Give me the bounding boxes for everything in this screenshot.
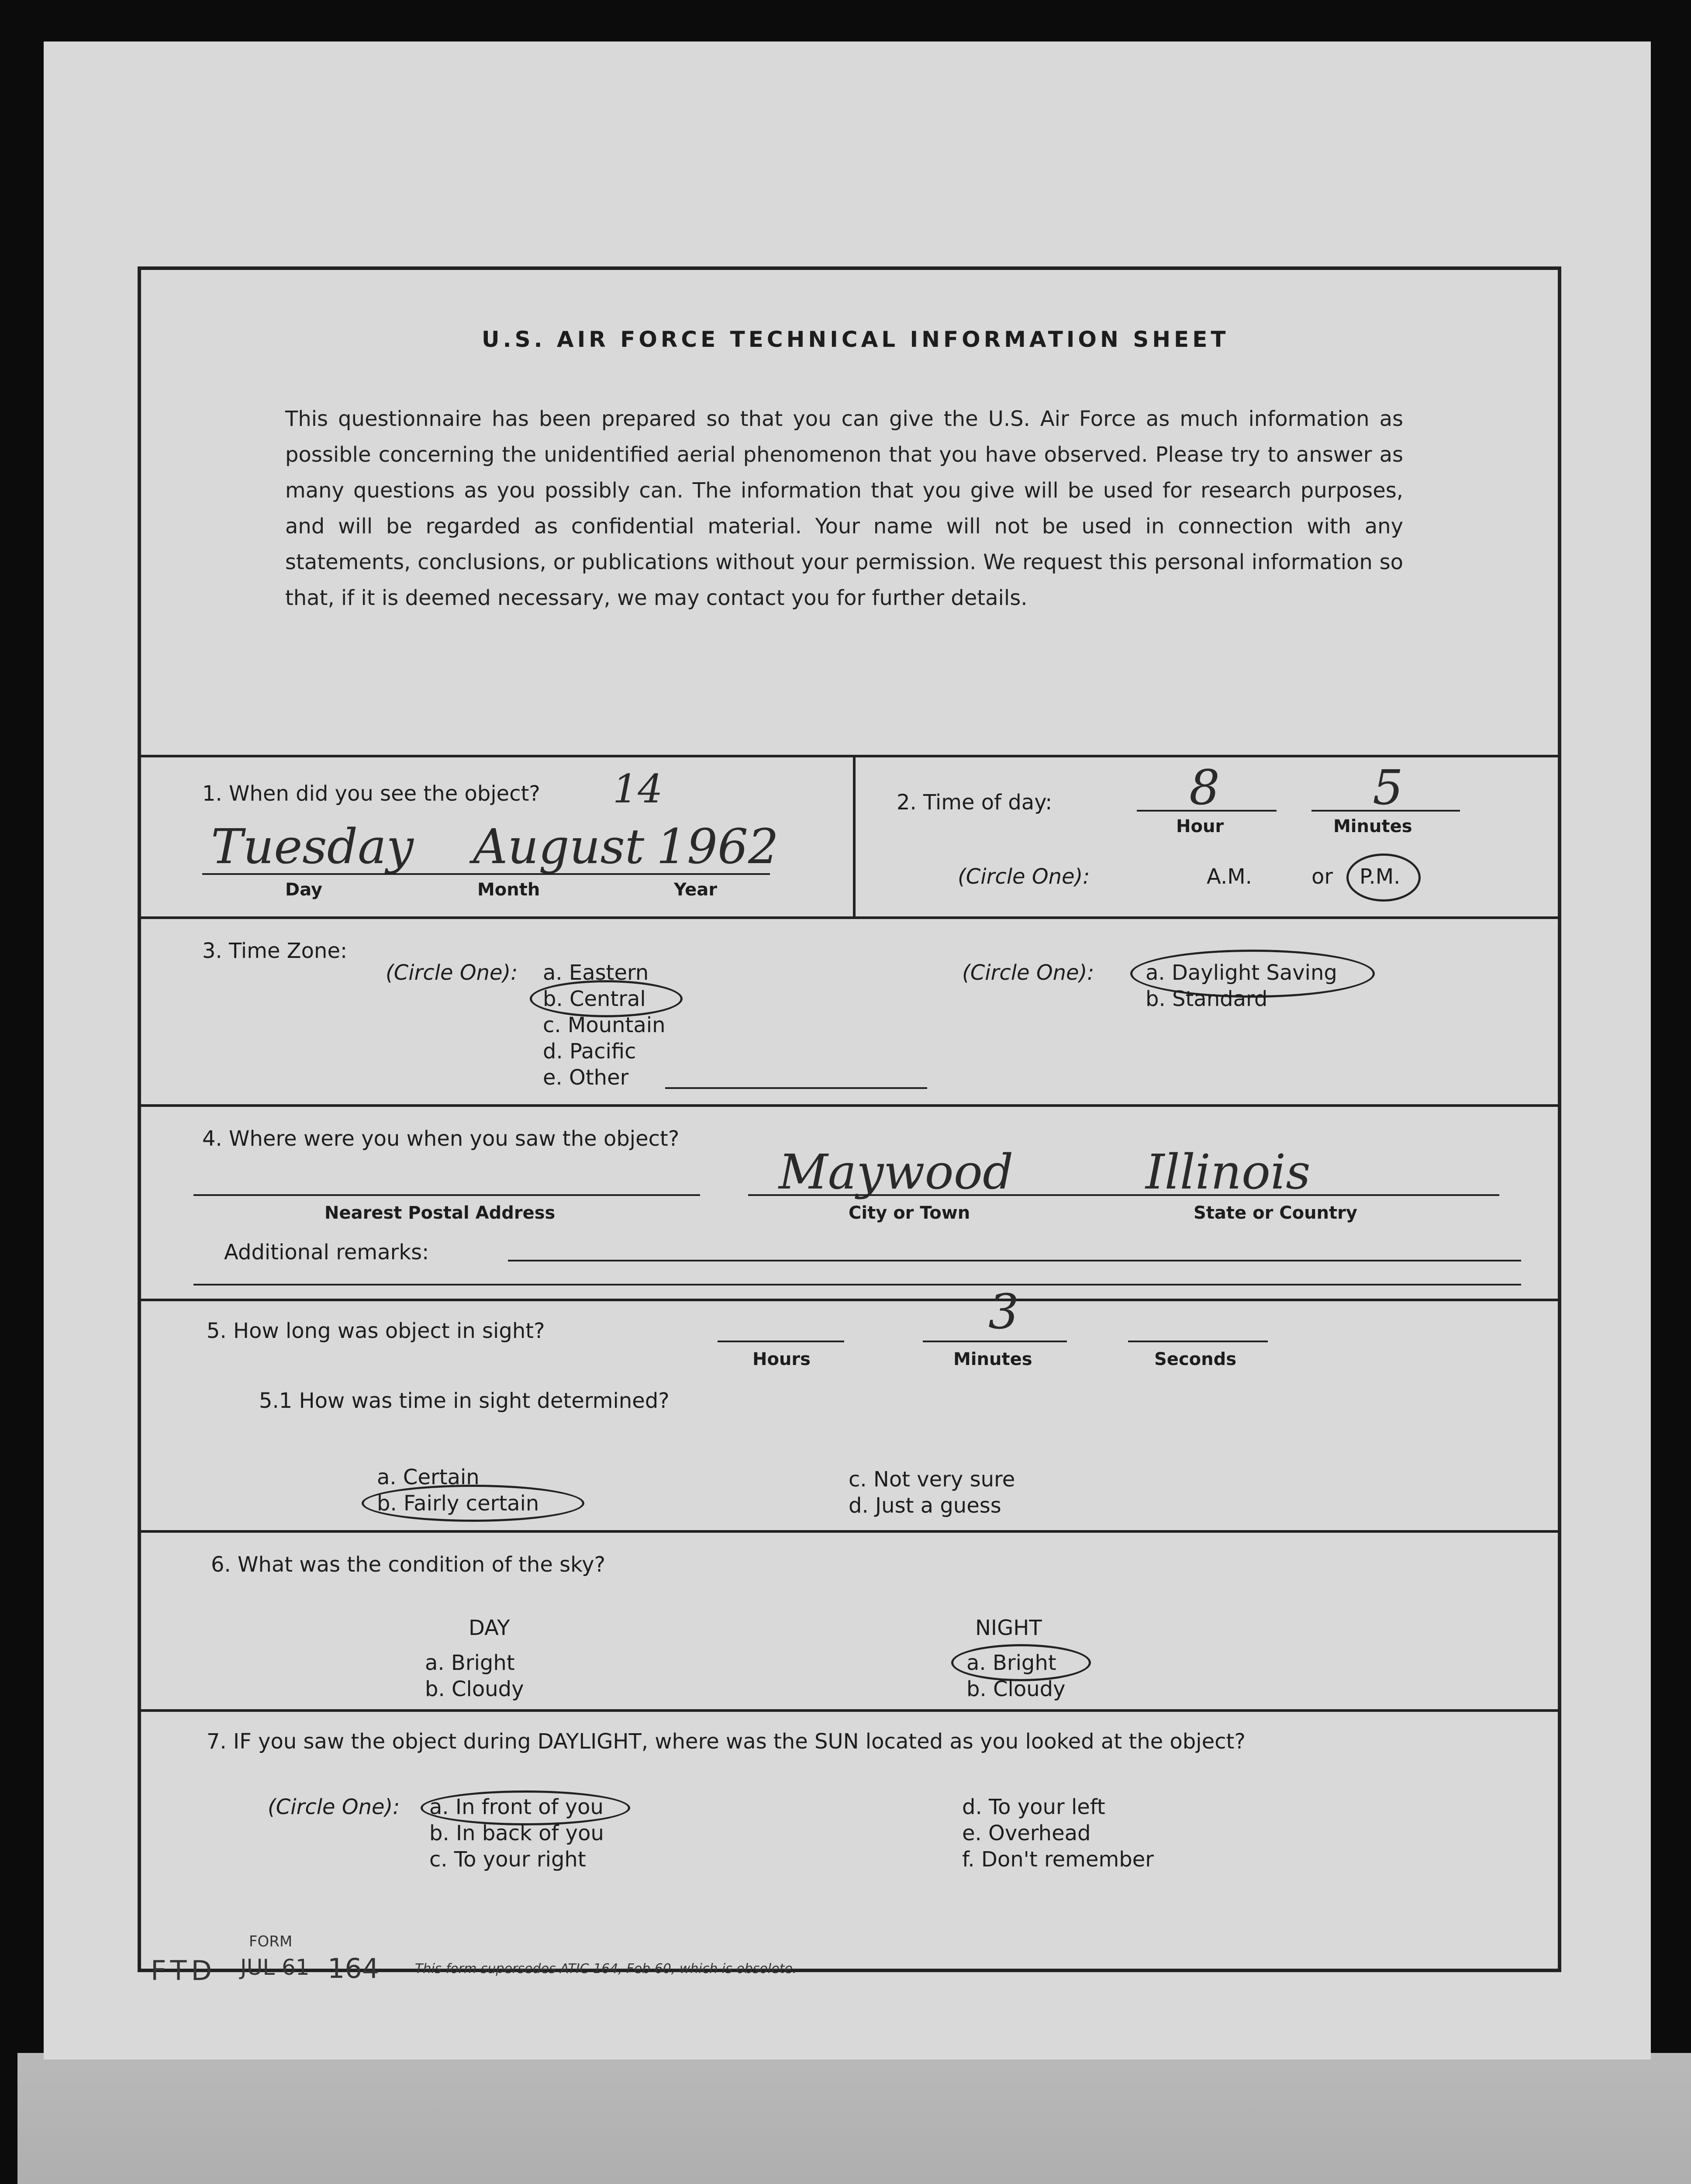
q4-question: 4. Where were you when you saw the object? xyxy=(202,1127,680,1151)
q4-state-label: State or Country xyxy=(1194,1203,1357,1223)
q6-night-option-b[interactable]: b. Cloudy xyxy=(966,1677,1066,1701)
q3-zone-circle-mark xyxy=(530,980,683,1017)
q4-remarks-line-2[interactable] xyxy=(193,1284,1521,1286)
q7-option-c[interactable]: c. To your right xyxy=(429,1847,586,1872)
q2-answer-hour: 8 xyxy=(1189,760,1220,816)
q3-question: 3. Time Zone: xyxy=(202,939,348,963)
q2-pm[interactable]: P.M. xyxy=(1360,864,1401,889)
q7-option-d[interactable]: d. To your left xyxy=(962,1795,1105,1819)
q7-option-f[interactable]: f. Don't remember xyxy=(962,1847,1154,1872)
q1-answer-line xyxy=(202,873,770,875)
q2-hour-line xyxy=(1137,810,1277,812)
q1-answer-day: Tuesday xyxy=(211,819,414,874)
q5-minutes-line xyxy=(923,1341,1067,1342)
q2-circle-one: (Circle One): xyxy=(958,864,1090,889)
q3-circle-one-2: (Circle One): xyxy=(962,961,1094,985)
q5-hours-line xyxy=(718,1341,844,1342)
q5-seconds-label: Seconds xyxy=(1154,1349,1237,1369)
q6-day-heading: DAY xyxy=(469,1616,510,1640)
q2-or: or xyxy=(1311,864,1333,889)
q1-answer-month: August xyxy=(473,819,645,874)
footer-supersedes: This form supersedes ATIC 164, Feb 60, which is obsolete. xyxy=(415,1961,797,1977)
q1-answer-year: 1962 xyxy=(656,819,779,874)
q5-option-c[interactable]: c. Not very sure xyxy=(849,1467,1015,1492)
q7-question: 7. IF you saw the object during DAYLIGHT, where was the SUN located as you looked at the object? xyxy=(207,1729,1246,1754)
q4-answer-city: Maywood xyxy=(779,1144,1014,1200)
q2-question: 2. Time of day: xyxy=(897,790,1053,815)
q3-zone-b[interactable]: b. Central xyxy=(543,987,646,1011)
q1-answer-date: 14 xyxy=(613,766,663,812)
q3-circle-one: (Circle One): xyxy=(386,961,518,985)
q2-answer-minutes: 5 xyxy=(1373,760,1403,816)
q7-option-a[interactable]: a. In front of you xyxy=(429,1795,604,1819)
q5-option-a[interactable]: a. Certain xyxy=(377,1465,480,1489)
form-page xyxy=(44,41,1651,2060)
q3-zone-a[interactable]: a. Eastern xyxy=(543,961,649,985)
q1-month-label: Month xyxy=(477,880,540,900)
q5-question: 5. How long was object in sight? xyxy=(207,1319,545,1343)
q4-city-state-line xyxy=(748,1194,1499,1196)
q3-zone-e[interactable]: e. Other xyxy=(543,1065,629,1090)
q7-option-b[interactable]: b. In back of you xyxy=(429,1821,604,1845)
q4-address-label: Nearest Postal Address xyxy=(324,1203,556,1223)
q1-year-label: Year xyxy=(674,880,718,900)
q5-hours-label: Hours xyxy=(752,1349,811,1369)
q3-saving-a[interactable]: a. Daylight Saving xyxy=(1146,961,1337,985)
q6-night-heading: NIGHT xyxy=(975,1616,1042,1640)
q4-address-line xyxy=(193,1194,700,1196)
footer-form-number: 164 xyxy=(328,1952,380,1984)
q4-answer-state: Illinois xyxy=(1146,1144,1311,1200)
section-date-time xyxy=(141,755,1558,919)
footer-form-label: FORM xyxy=(249,1933,293,1950)
q4-city-label: City or Town xyxy=(849,1203,970,1223)
q2-hour-label: Hour xyxy=(1176,816,1224,836)
q2-minutes-label: Minutes xyxy=(1333,816,1412,836)
q3-zone-d[interactable]: d. Pacific xyxy=(543,1039,636,1064)
q3-zone-c[interactable]: c. Mountain xyxy=(543,1013,666,1037)
footer-ftd: FTD xyxy=(151,1955,217,1987)
section-time-zone xyxy=(141,916,1558,1107)
q4-remarks-label: Additional remarks: xyxy=(224,1240,429,1265)
q5-answer-minutes: 3 xyxy=(988,1284,1019,1340)
q7-circle-one: (Circle One): xyxy=(268,1795,400,1819)
q5-sub-question: 5.1 How was time in sight determined? xyxy=(259,1389,669,1413)
section-duration xyxy=(141,1284,1558,1533)
q4-remarks-line[interactable] xyxy=(508,1260,1521,1261)
q6-circle-mark xyxy=(951,1644,1091,1681)
q7-circle-mark xyxy=(421,1790,630,1825)
divider xyxy=(853,757,856,919)
q2-minutes-line xyxy=(1311,810,1460,812)
q5-circle-mark xyxy=(362,1485,584,1522)
q2-pm-circle-mark xyxy=(1346,854,1421,902)
q6-day-option-b[interactable]: b. Cloudy xyxy=(425,1677,524,1701)
q3-saving-b[interactable]: b. Standard xyxy=(1146,987,1268,1011)
q6-question: 6. What was the condition of the sky? xyxy=(211,1552,606,1577)
q6-day-option-a[interactable]: a. Bright xyxy=(425,1651,515,1675)
q2-am[interactable]: A.M. xyxy=(1207,864,1252,889)
scan-background xyxy=(17,2053,1691,2184)
section-sun-location xyxy=(141,1709,1558,1974)
q7-option-e[interactable]: e. Overhead xyxy=(962,1821,1091,1845)
q5-minutes-label: Minutes xyxy=(953,1349,1032,1369)
intro-paragraph: This questionnaire has been prepared so that you can give the U.S. Air Force as much information as possible concerning the unidentified aerial phenomenon that you have observed. Please try to answer as many questions as you possibly can. The information that you give will be used for research purposes, and will be regarded as confidential material. Your name will not be used in connection with any statements, conclusions, or publications without your permission. We request this personal information so that, if it is deemed necessary, we may contact you for further details. xyxy=(285,407,1403,610)
q1-day-label: Day xyxy=(285,880,323,900)
q6-night-option-a[interactable]: a. Bright xyxy=(966,1651,1056,1675)
q5-option-b[interactable]: b. Fairly certain xyxy=(377,1491,539,1516)
form-frame xyxy=(138,266,1561,1972)
section-sky-condition xyxy=(141,1530,1558,1712)
q5-seconds-line xyxy=(1128,1341,1268,1342)
section-location xyxy=(141,1104,1558,1301)
footer-form-date: JUL 61 xyxy=(240,1955,310,1980)
q3-other-line xyxy=(665,1087,927,1089)
q1-question: 1. When did you see the object? xyxy=(202,781,540,806)
form-title: U.S. AIR FORCE TECHNICAL INFORMATION SHEET xyxy=(482,327,1229,352)
q5-option-d[interactable]: d. Just a guess xyxy=(849,1493,1001,1518)
